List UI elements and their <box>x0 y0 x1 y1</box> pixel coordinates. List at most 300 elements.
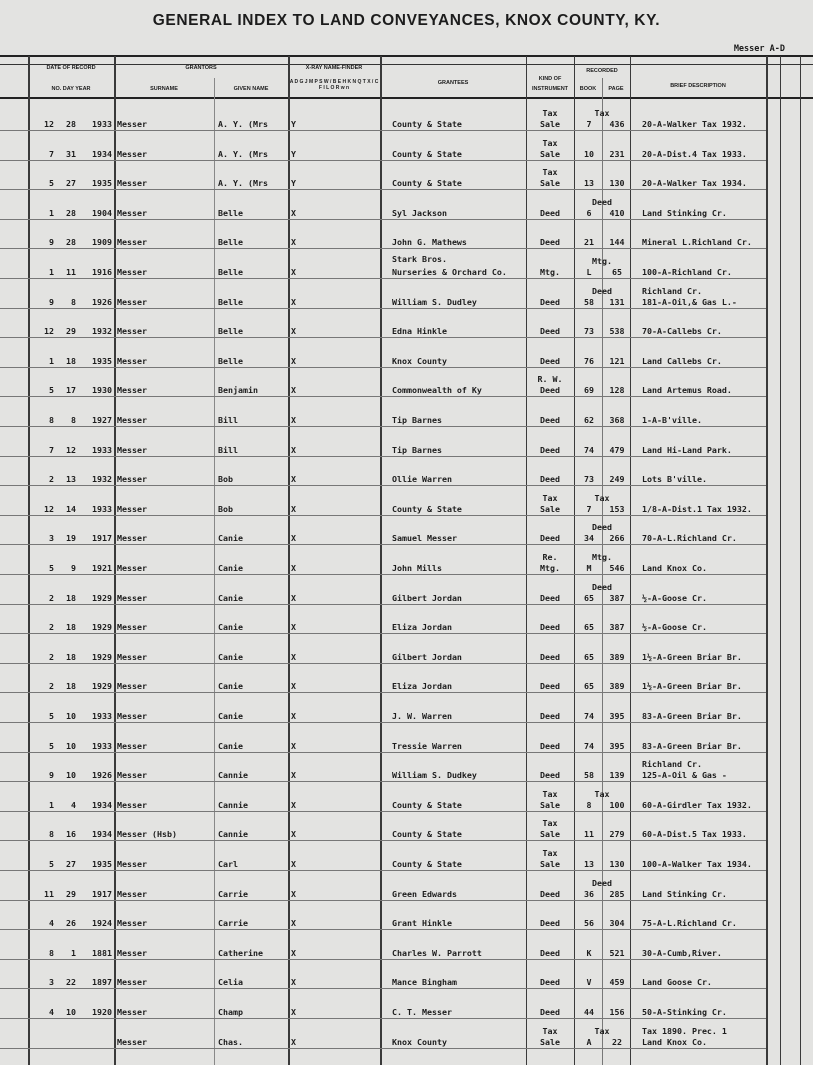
grantor-surname: Messer <box>117 859 147 869</box>
page-number: 22 <box>612 1036 622 1047</box>
row-rule <box>0 692 766 693</box>
grantee-name: Commonwealth of Ky <box>392 385 482 396</box>
description: 20-A-Dist.4 Tax 1933. <box>642 148 747 159</box>
record-day: 18 <box>66 622 76 633</box>
grantee-name: County & State <box>392 503 462 514</box>
row-rule <box>0 308 766 309</box>
xray-mark: X <box>291 1036 296 1047</box>
page-number: 65 <box>612 267 622 277</box>
grantor-given-name: Carrie <box>218 919 248 929</box>
record-day: 26 <box>66 918 76 929</box>
record-year: 1921 <box>92 563 112 573</box>
row-rule <box>0 722 766 723</box>
grantor-given-name: Bob <box>218 504 233 514</box>
grantor-given-name: Belle <box>218 208 243 218</box>
grantor-given-name: Canie <box>218 712 243 721</box>
row-rule <box>0 544 766 545</box>
record-year: 1881 <box>92 947 112 958</box>
record-month: 2 <box>49 681 54 692</box>
grantor-given-name: Cannie <box>218 771 248 781</box>
grantee-name: C. T. Messer <box>392 1007 452 1017</box>
record-day: 12 <box>66 444 76 455</box>
record-year: 1935 <box>92 178 112 189</box>
record-day: 8 <box>71 296 76 307</box>
row-rule <box>0 130 766 131</box>
book-number: K <box>586 947 592 958</box>
grantor-surname: Messer <box>117 296 147 307</box>
xray-mark: Y <box>291 178 296 189</box>
book-number: 10 <box>584 148 594 159</box>
page-number: 121 <box>609 355 625 366</box>
col-rule <box>114 56 116 1065</box>
record-day: 10 <box>66 711 76 721</box>
instrument-kind-top: Tax <box>542 137 558 148</box>
instrument-kind: Sale <box>540 859 560 869</box>
row-rule <box>0 1018 766 1019</box>
grantor-surname: Messer <box>117 651 147 662</box>
row-rule <box>0 929 766 930</box>
grantor-surname: Messer <box>117 681 147 692</box>
grantor-surname: Messer <box>117 326 147 337</box>
instrument-kind-top: Tax <box>542 788 558 799</box>
description: 1½-A-Green Briar Br. <box>642 681 742 692</box>
instrument-kind: Deed <box>540 888 560 899</box>
header-kind-of: KIND OF <box>538 76 562 82</box>
grantor-given-name: Canie <box>218 682 243 692</box>
grantor-given-name: Carl <box>218 860 238 869</box>
record-day: 29 <box>66 888 76 899</box>
grantor-surname: Messer <box>117 385 147 396</box>
grantee-name: William S. Dudkey <box>392 770 477 781</box>
record-year: 1917 <box>92 533 112 544</box>
xray-mark: X <box>291 415 296 425</box>
record-day: 31 <box>66 148 76 159</box>
record-year: 1934 <box>92 148 112 159</box>
row-rule <box>0 278 766 279</box>
record-year: 1933 <box>92 119 112 129</box>
record-year: 1929 <box>92 681 112 692</box>
page-number: 395 <box>609 740 625 751</box>
grantee-name: Grant Hinkle <box>392 918 452 929</box>
book-note: Tax <box>594 1025 610 1036</box>
row-rule <box>0 840 766 841</box>
description: Land Artemus Road. <box>642 385 732 396</box>
description: 181-A-Oil,& Gas L.- <box>642 296 737 307</box>
grantor-given-name: A. Y. (Mrs <box>218 179 268 189</box>
record-day: 10 <box>66 740 76 751</box>
grantor-surname: Messer <box>117 119 147 129</box>
book-note: Deed <box>592 877 612 888</box>
grantee-name: County & State <box>392 799 462 810</box>
grantor-surname: Messer <box>117 711 147 721</box>
xray-mark: X <box>291 563 296 573</box>
grantor-surname: Messer <box>117 533 147 544</box>
page-title: GENERAL INDEX TO LAND CONVEYANCES, KNOX COUNTY, KY. <box>152 12 661 29</box>
grantee-name: John Mills <box>392 563 442 573</box>
record-year: 1934 <box>92 829 112 840</box>
grantor-given-name: Champ <box>218 1008 243 1017</box>
book-number: 73 <box>584 326 594 337</box>
page-number: 131 <box>609 296 625 307</box>
page-number: 139 <box>609 770 625 781</box>
grantor-given-name: Canie <box>218 623 243 633</box>
description: 20-A-Walker Tax 1932. <box>642 119 747 129</box>
record-day: 28 <box>66 237 76 248</box>
xray-mark: X <box>291 296 296 307</box>
row-rule <box>0 870 766 871</box>
instrument-kind: Deed <box>540 1007 560 1017</box>
record-month: 12 <box>44 503 54 514</box>
xray-mark: X <box>291 533 296 544</box>
header-grantees: GRANTEES <box>437 80 469 86</box>
grantor-given-name: Belle <box>218 238 243 248</box>
page-number: 100 <box>609 799 625 810</box>
instrument-kind-top: Tax <box>542 818 558 829</box>
book-number: 6 <box>586 207 592 218</box>
record-month: 2 <box>49 651 54 662</box>
grantee-name: Eliza Jordan <box>392 681 452 692</box>
description: Land Hi-Land Park. <box>642 444 732 455</box>
row-rule <box>0 396 766 397</box>
book-number: 74 <box>584 711 594 721</box>
record-month: 1 <box>49 267 54 277</box>
grantor-given-name: Canie <box>218 534 243 544</box>
record-day: 16 <box>66 829 76 840</box>
book-number: 74 <box>584 444 594 455</box>
page-number: 130 <box>609 178 625 189</box>
record-year: 1935 <box>92 355 112 366</box>
page-number: 389 <box>609 681 625 692</box>
description: 60-A-Girdler Tax 1932. <box>642 799 752 810</box>
row-rule <box>0 781 766 782</box>
instrument-kind: Deed <box>540 918 560 929</box>
book-note: Deed <box>592 285 612 296</box>
description: 70-A-L.Richland Cr. <box>642 533 737 544</box>
grantor-given-name: Bill <box>218 445 238 455</box>
grantor-given-name: Canie <box>218 564 243 573</box>
grantor-surname: Messer <box>117 947 147 958</box>
grantee-name-line2: Nurseries & Orchard Co. <box>392 267 507 277</box>
grantee-name: Gilbert Jordan <box>392 592 462 603</box>
grantee-name: Tressie Warren <box>392 740 462 751</box>
book-number: 8 <box>586 799 592 810</box>
record-year: 1932 <box>92 326 112 337</box>
record-day: 13 <box>66 474 76 485</box>
xray-mark: X <box>291 503 296 514</box>
book-number: 7 <box>586 503 592 514</box>
instrument-kind: Deed <box>540 415 560 425</box>
record-month: 1 <box>49 799 54 810</box>
row-rule <box>0 574 766 575</box>
description: 125-A-Oil & Gas - <box>642 770 727 781</box>
record-day: 19 <box>66 533 76 544</box>
record-month: 1 <box>49 355 54 366</box>
xray-mark: X <box>291 681 296 692</box>
xray-mark: X <box>291 326 296 337</box>
record-month: 2 <box>49 592 54 603</box>
description: 83-A-Green Briar Br. <box>642 740 742 751</box>
book-number: 76 <box>584 355 594 366</box>
grantee-name: Mance Bingham <box>392 977 457 988</box>
grantee-name: Tip Barnes <box>392 444 442 455</box>
row-rule <box>0 248 766 249</box>
page-number: 538 <box>609 326 625 337</box>
book-number: 65 <box>584 651 594 662</box>
grantor-given-name: Catherine <box>218 948 263 958</box>
grantor-surname: Messer <box>117 622 147 633</box>
grantor-surname: Messer <box>117 474 147 485</box>
page-number: 387 <box>609 592 625 603</box>
description: Land Stinking Cr. <box>642 207 727 218</box>
header-book: BOOK <box>579 86 597 92</box>
grantee-name: Samuel Messer <box>392 533 457 544</box>
page-number: 249 <box>609 474 625 485</box>
grantee-name: Charles W. Parrott <box>392 947 482 958</box>
book-note: Deed <box>592 581 612 592</box>
row-rule <box>0 515 766 516</box>
record-month: 5 <box>49 385 54 396</box>
xray-mark: X <box>291 622 296 633</box>
grantor-given-name: Cannie <box>218 830 248 840</box>
xray-mark: X <box>291 711 296 721</box>
record-year: 1933 <box>92 711 112 721</box>
header-grantors: GRANTORS <box>185 65 217 71</box>
instrument-kind: Sale <box>540 148 560 159</box>
description: Land Knox Co. <box>642 1036 707 1047</box>
instrument-kind: Deed <box>540 326 560 337</box>
record-month: 7 <box>49 148 54 159</box>
description: Land Callebs Cr. <box>642 355 722 366</box>
page-number: 156 <box>609 1007 625 1017</box>
grantor-surname: Messer <box>117 563 147 573</box>
record-month: 3 <box>49 533 54 544</box>
book-note: Tax <box>594 108 610 118</box>
header-brief-description: BRIEF DESCRIPTION <box>670 83 726 89</box>
record-year: 1924 <box>92 918 112 929</box>
record-year: 1933 <box>92 444 112 455</box>
grantee-name: Syl Jackson <box>392 207 447 218</box>
instrument-kind: Deed <box>540 770 560 781</box>
record-month: 11 <box>44 888 54 899</box>
instrument-kind: Deed <box>540 474 560 485</box>
instrument-kind: Deed <box>540 622 560 633</box>
page-number: 368 <box>609 415 625 425</box>
header-top-rule <box>0 55 813 57</box>
instrument-kind: Deed <box>540 385 560 396</box>
book-number: L <box>586 267 592 277</box>
grantee-name: John G. Mathews <box>392 237 467 248</box>
row-rule <box>0 485 766 486</box>
record-day: 28 <box>66 119 76 129</box>
grantor-given-name: Belle <box>218 327 243 337</box>
xray-mark: Y <box>291 148 296 159</box>
row-rule <box>0 337 766 338</box>
xray-mark: X <box>291 355 296 366</box>
record-month: 8 <box>49 829 54 840</box>
grantor-given-name: Canie <box>218 652 243 662</box>
record-day: 18 <box>66 592 76 603</box>
instrument-kind: Sale <box>540 178 560 189</box>
grantee-name: Gilbert Jordan <box>392 651 462 662</box>
page-label: Messer A-D <box>733 44 785 54</box>
record-day: 10 <box>66 1007 76 1017</box>
record-day: 28 <box>66 207 76 218</box>
record-month: 3 <box>49 977 54 988</box>
grantor-surname: Messer <box>117 888 147 899</box>
book-number: 58 <box>584 770 594 781</box>
grantor-surname: Messer <box>117 918 147 929</box>
record-year: 1929 <box>92 622 112 633</box>
instrument-kind-top: R. W. <box>537 374 563 385</box>
record-year: 1926 <box>92 770 112 781</box>
grantor-surname: Messer <box>117 503 147 514</box>
instrument-kind: Deed <box>540 947 560 958</box>
row-rule <box>0 663 766 664</box>
grantor-given-name: A. Y. (Mrs <box>218 120 268 129</box>
record-month: 12 <box>44 119 54 129</box>
grantor-given-name: Belle <box>218 297 243 307</box>
record-day: 8 <box>71 415 76 425</box>
record-day: 9 <box>71 563 76 573</box>
book-number: 56 <box>584 918 594 929</box>
row-rule <box>0 426 766 427</box>
instrument-kind-top: Tax <box>542 848 558 858</box>
instrument-kind: Deed <box>540 977 560 988</box>
record-year: 1932 <box>92 474 112 485</box>
record-year: 1909 <box>92 237 112 248</box>
grantor-surname: Messer <box>117 444 147 455</box>
grantee-name: County & State <box>392 178 462 189</box>
description: Lots B'ville. <box>642 474 707 485</box>
record-year: 1926 <box>92 296 112 307</box>
instrument-kind: Deed <box>540 355 560 366</box>
book-number: 44 <box>584 1007 594 1017</box>
xray-mark: X <box>291 977 296 988</box>
record-month: 8 <box>49 947 54 958</box>
instrument-kind: Deed <box>540 592 560 603</box>
page-number: 479 <box>609 444 625 455</box>
instrument-kind: Mtg. <box>540 563 560 573</box>
grantor-surname: Messer <box>117 415 147 425</box>
instrument-kind: Deed <box>540 533 560 544</box>
grantor-surname: Messer <box>117 592 147 603</box>
page-number: 410 <box>609 207 625 218</box>
book-note: Deed <box>592 196 612 207</box>
grantor-surname: Messer <box>117 1007 147 1017</box>
description: ½-A-Goose Cr. <box>642 622 707 633</box>
page-number: 285 <box>609 888 625 899</box>
grantor-given-name: Canie <box>218 593 243 603</box>
instrument-kind: Deed <box>540 444 560 455</box>
record-year: 1920 <box>92 1007 112 1017</box>
grantee-name: County & State <box>392 859 462 869</box>
book-number: 65 <box>584 681 594 692</box>
grantor-given-name: A. Y. (Mrs <box>218 149 268 159</box>
record-day: 1 <box>71 947 76 958</box>
xray-mark: X <box>291 207 296 218</box>
record-day: 18 <box>66 355 76 366</box>
description: 1-A-B'ville. <box>642 415 702 425</box>
record-day: 22 <box>66 977 76 988</box>
record-month: 8 <box>49 415 54 425</box>
grantee-name: Knox County <box>392 1036 447 1047</box>
row-rule <box>0 752 766 753</box>
page-number: 130 <box>609 859 625 869</box>
grantee-name: Tip Barnes <box>392 415 442 425</box>
record-year: 1930 <box>92 385 112 396</box>
grantee-name: County & State <box>392 829 462 840</box>
row-rule <box>0 367 766 368</box>
record-month: 4 <box>49 918 54 929</box>
book-number: 7 <box>586 119 592 129</box>
record-year: 1916 <box>92 267 112 277</box>
description-line1: Richland Cr. <box>642 759 702 770</box>
xray-mark: X <box>291 947 296 958</box>
page-number: 266 <box>609 533 625 544</box>
grantor-given-name: Cannie <box>218 800 248 810</box>
description: 1/8-A-Dist.1 Tax 1932. <box>642 503 752 514</box>
xray-mark: X <box>291 267 296 277</box>
book-number: M <box>586 563 592 573</box>
record-year: 1929 <box>92 592 112 603</box>
page-number: 546 <box>609 563 625 573</box>
header-instrument: INSTRUMENT <box>531 86 569 92</box>
row-rule <box>0 1048 766 1049</box>
xray-mark: X <box>291 474 296 485</box>
instrument-kind: Deed <box>540 681 560 692</box>
row-rule <box>0 811 766 812</box>
grantor-surname: Messer <box>117 355 147 366</box>
description: 70-A-Callebs Cr. <box>642 326 722 337</box>
instrument-kind: Sale <box>540 829 560 840</box>
page-number: 153 <box>609 503 625 514</box>
row-rule <box>0 160 766 161</box>
description: Land Goose Cr. <box>642 977 712 988</box>
instrument-kind: Sale <box>540 119 560 129</box>
col-rule <box>380 56 382 1065</box>
book-number: 21 <box>584 237 594 248</box>
instrument-kind-top: Tax <box>542 1025 558 1036</box>
book-number: 34 <box>584 533 594 544</box>
header-xray-letters: A D G J M P S W / B E H K N Q T X / C F I L O R w n <box>289 79 379 91</box>
xray-mark: X <box>291 385 296 396</box>
description-line1: Tax 1890. Prec. 1 <box>642 1025 727 1036</box>
book-note: Mtg. <box>592 552 612 562</box>
xray-mark: X <box>291 918 296 929</box>
record-year: 1927 <box>92 415 112 425</box>
col-rule <box>630 56 631 1065</box>
record-month: 1 <box>49 207 54 218</box>
description: Land Stinking Cr. <box>642 888 727 899</box>
row-rule <box>0 219 766 220</box>
grantor-given-name: Celia <box>218 978 243 988</box>
grantee-name: Green Edwards <box>392 888 457 899</box>
col-rule <box>766 56 768 1065</box>
instrument-kind: Deed <box>540 740 560 751</box>
grantee-name: Edna Hinkle <box>392 326 447 337</box>
grantor-surname: Messer <box>117 770 147 781</box>
grantor-given-name: Bill <box>218 416 238 425</box>
description: 50-A-Stinking Cr. <box>642 1007 727 1017</box>
instrument-kind: Mtg. <box>540 267 560 277</box>
header-given-name: GIVEN NAME <box>233 86 269 92</box>
description: 20-A-Walker Tax 1934. <box>642 178 747 189</box>
row-rule <box>0 959 766 960</box>
record-year: 1933 <box>92 740 112 751</box>
grantor-given-name: Bob <box>218 475 233 485</box>
instrument-kind: Deed <box>540 651 560 662</box>
book-number: 36 <box>584 888 594 899</box>
